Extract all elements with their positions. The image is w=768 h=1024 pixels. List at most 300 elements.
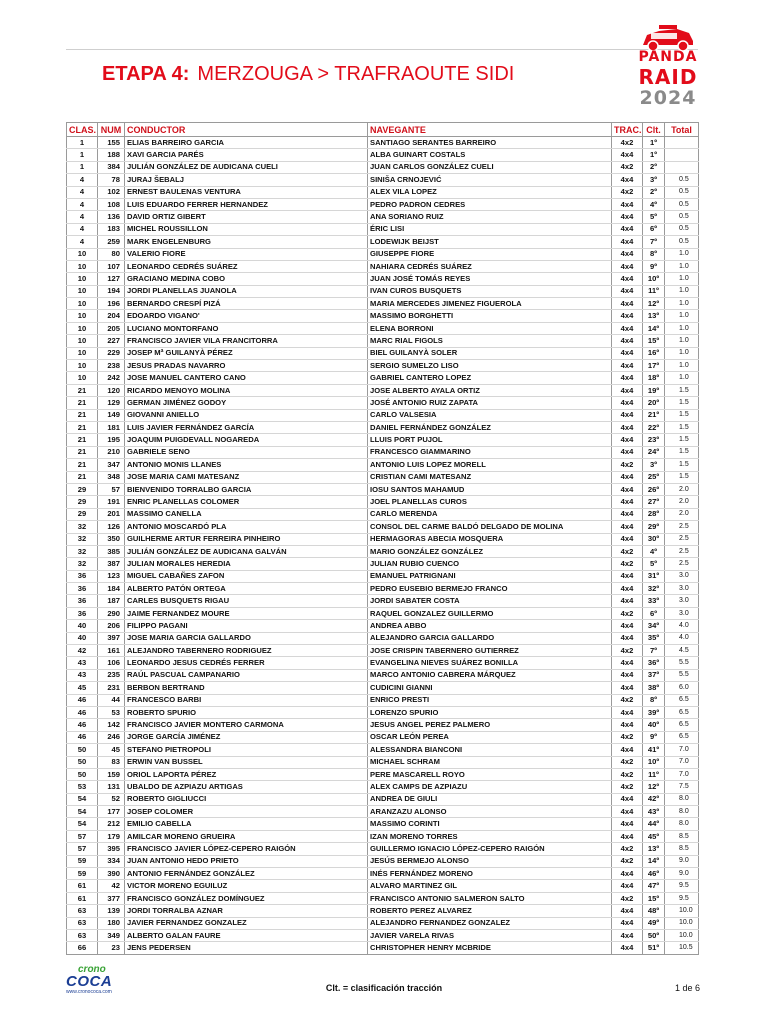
trac-cell: 4x4 <box>612 446 643 458</box>
total-cell: 0.5 <box>665 186 699 198</box>
navegante-cell: MARIO GONZÁLEZ GONZÁLEZ <box>368 545 612 557</box>
num-cell: 126 <box>98 521 125 533</box>
num-cell: 136 <box>98 211 125 223</box>
trac-cell: 4x4 <box>612 335 643 347</box>
clas-cell: 32 <box>67 558 98 570</box>
clas-cell: 10 <box>67 335 98 347</box>
trac-cell: 4x4 <box>612 682 643 694</box>
table-row <box>67 434 699 446</box>
clas-cell: 21 <box>67 459 98 471</box>
total-cell: 5.5 <box>665 657 699 669</box>
total-cell: 1.0 <box>665 273 699 285</box>
conductor-cell: EDOARDO VIGANO' <box>125 310 368 322</box>
clt-cell: 33º <box>643 595 665 607</box>
clas-cell: 32 <box>67 533 98 545</box>
num-cell: 195 <box>98 434 125 446</box>
clt-cell: 31º <box>643 570 665 582</box>
conductor-cell: JORDI PLANELLAS JUANOLA <box>125 285 368 297</box>
trac-cell: 4x2 <box>612 768 643 780</box>
conductor-cell: VICTOR MORENO EGUILUZ <box>125 880 368 892</box>
table-row <box>67 347 699 359</box>
navegante-cell: ENRICO PRESTI <box>368 694 612 706</box>
clas-cell: 53 <box>67 781 98 793</box>
navegante-cell: GIUSEPPE FIORE <box>368 248 612 260</box>
navegante-cell: EVANGELINA NIEVES SUÁREZ BONILLA <box>368 657 612 669</box>
conductor-cell: JOSEP COLOMER <box>125 806 368 818</box>
num-cell: 123 <box>98 570 125 582</box>
num-cell: 161 <box>98 645 125 657</box>
table-row <box>67 223 699 235</box>
clas-cell: 4 <box>67 174 98 186</box>
clt-cell: 6º <box>643 607 665 619</box>
trac-cell: 4x2 <box>612 607 643 619</box>
total-cell <box>665 161 699 173</box>
clt-cell: 29º <box>643 521 665 533</box>
num-cell: 191 <box>98 496 125 508</box>
navegante-cell: CRISTIAN CAMI MATESANZ <box>368 471 612 483</box>
clt-cell: 37º <box>643 669 665 681</box>
total-cell: 6.5 <box>665 719 699 731</box>
table-row <box>67 496 699 508</box>
clt-cell: 34º <box>643 620 665 632</box>
navegante-cell: SANTIAGO SERANTES BARREIRO <box>368 137 612 149</box>
trac-cell: 4x4 <box>612 260 643 272</box>
table-row <box>67 855 699 867</box>
clt-cell: 50º <box>643 930 665 942</box>
num-cell: 142 <box>98 719 125 731</box>
total-cell: 3.0 <box>665 583 699 595</box>
conductor-cell: MASSIMO CANELLA <box>125 508 368 520</box>
trac-cell: 4x4 <box>612 942 643 954</box>
navegante-cell: MICHAEL SCHRAM <box>368 756 612 768</box>
total-cell: 9.5 <box>665 892 699 904</box>
num-cell: 139 <box>98 905 125 917</box>
trac-cell: 4x4 <box>612 521 643 533</box>
table-row <box>67 198 699 210</box>
conductor-cell: BIENVENIDO TORRALBO GARCIA <box>125 483 368 495</box>
navegante-cell: PEDRO EUSEBIO BERMEJO FRANCO <box>368 583 612 595</box>
conductor-cell: GIOVANNI ANIELLO <box>125 409 368 421</box>
total-cell: 2.5 <box>665 533 699 545</box>
num-cell: 205 <box>98 322 125 334</box>
col-header-num: NUM <box>98 123 125 137</box>
table-row <box>67 397 699 409</box>
navegante-cell: ALEJANDRO FERNANDEZ GONZALEZ <box>368 917 612 929</box>
num-cell: 385 <box>98 545 125 557</box>
stage-label: ETAPA 4: <box>102 63 190 85</box>
trac-cell: 4x4 <box>612 880 643 892</box>
total-cell: 9.0 <box>665 868 699 880</box>
num-cell: 348 <box>98 471 125 483</box>
conductor-cell: JOSE MARIA CAMI MATESANZ <box>125 471 368 483</box>
navegante-cell: ELENA BORRONI <box>368 322 612 334</box>
table-row <box>67 322 699 334</box>
clas-cell: 61 <box>67 892 98 904</box>
total-cell: 3.0 <box>665 595 699 607</box>
num-cell: 23 <box>98 942 125 954</box>
logo-web-text: www.cronococa.com <box>66 989 112 995</box>
clas-cell: 63 <box>67 930 98 942</box>
trac-cell: 4x2 <box>612 558 643 570</box>
num-cell: 235 <box>98 669 125 681</box>
navegante-cell: ALBA GUINART COSTALS <box>368 149 612 161</box>
navegante-cell: HERMAGORAS ABECIA MOSQUERA <box>368 533 612 545</box>
clas-cell: 10 <box>67 360 98 372</box>
clas-cell: 10 <box>67 322 98 334</box>
total-cell: 1.5 <box>665 434 699 446</box>
clt-cell: 24º <box>643 446 665 458</box>
clt-cell: 4º <box>643 545 665 557</box>
total-cell: 1.0 <box>665 310 699 322</box>
navegante-cell: JOSE ALBERTO AYALA ORTIZ <box>368 384 612 396</box>
trac-cell: 4x4 <box>612 273 643 285</box>
num-cell: 127 <box>98 273 125 285</box>
navegante-cell: ANDREA DE GIULI <box>368 793 612 805</box>
navegante-cell: SINIŠA CRNOJEVIĆ <box>368 174 612 186</box>
trac-cell: 4x4 <box>612 434 643 446</box>
table-row <box>67 632 699 644</box>
trac-cell: 4x4 <box>612 211 643 223</box>
conductor-cell: BERBON BERTRAND <box>125 682 368 694</box>
num-cell: 384 <box>98 161 125 173</box>
conductor-cell: VALERIO FIORE <box>125 248 368 260</box>
navegante-cell: CHRISTOPHER HENRY MCBRIDE <box>368 942 612 954</box>
clt-cell: 44º <box>643 818 665 830</box>
trac-cell: 4x4 <box>612 570 643 582</box>
total-cell: 2.5 <box>665 545 699 557</box>
navegante-cell: ALESSANDRA BIANCONI <box>368 744 612 756</box>
table-row <box>67 669 699 681</box>
trac-cell: 4x4 <box>612 917 643 929</box>
total-cell: 1.0 <box>665 335 699 347</box>
clas-cell: 54 <box>67 806 98 818</box>
clas-cell: 10 <box>67 273 98 285</box>
total-cell: 1.0 <box>665 248 699 260</box>
table-row <box>67 830 699 842</box>
trac-cell: 4x4 <box>612 409 643 421</box>
num-cell: 179 <box>98 830 125 842</box>
num-cell: 180 <box>98 917 125 929</box>
navegante-cell: OSCAR LEÓN PEREA <box>368 731 612 743</box>
table-row <box>67 421 699 433</box>
clt-cell: 12º <box>643 298 665 310</box>
clas-cell: 1 <box>67 149 98 161</box>
clas-cell: 40 <box>67 632 98 644</box>
table-row <box>67 533 699 545</box>
trac-cell: 4x2 <box>612 186 643 198</box>
clt-cell: 49º <box>643 917 665 929</box>
total-cell <box>665 137 699 149</box>
num-cell: 120 <box>98 384 125 396</box>
conductor-cell: GERMAN JIMÉNEZ GODOY <box>125 397 368 409</box>
navegante-cell: INÉS FERNÁNDEZ MORENO <box>368 868 612 880</box>
trac-cell: 4x4 <box>612 595 643 607</box>
num-cell: 290 <box>98 607 125 619</box>
conductor-cell: JOSE MARIA GARCIA GALLARDO <box>125 632 368 644</box>
num-cell: 390 <box>98 868 125 880</box>
conductor-cell: GUILHERME ARTUR FERREIRA PINHEIRO <box>125 533 368 545</box>
table-row <box>67 930 699 942</box>
table-header-row <box>67 123 699 137</box>
conductor-cell: ROBERTO GIGLIUCCI <box>125 793 368 805</box>
table-row <box>67 298 699 310</box>
clas-cell: 43 <box>67 657 98 669</box>
table-row <box>67 756 699 768</box>
navegante-cell: PEDRO PADRON CEDRES <box>368 198 612 210</box>
num-cell: 52 <box>98 793 125 805</box>
clas-cell: 36 <box>67 583 98 595</box>
trac-cell: 4x4 <box>612 471 643 483</box>
total-cell: 7.0 <box>665 756 699 768</box>
trac-cell: 4x4 <box>612 285 643 297</box>
conductor-cell: FILIPPO PAGANI <box>125 620 368 632</box>
navegante-cell: EMANUEL PATRIGNANI <box>368 570 612 582</box>
total-cell: 0.5 <box>665 223 699 235</box>
clt-cell: 18º <box>643 372 665 384</box>
trac-cell: 4x4 <box>612 657 643 669</box>
clas-cell: 10 <box>67 285 98 297</box>
total-cell: 1.5 <box>665 471 699 483</box>
num-cell: 181 <box>98 421 125 433</box>
num-cell: 44 <box>98 694 125 706</box>
total-cell: 0.5 <box>665 236 699 248</box>
clas-cell: 46 <box>67 731 98 743</box>
clt-cell: 6º <box>643 223 665 235</box>
navegante-cell: JAVIER VARELA RIVAS <box>368 930 612 942</box>
clt-cell: 15º <box>643 892 665 904</box>
clt-cell: 12º <box>643 781 665 793</box>
total-cell: 4.0 <box>665 620 699 632</box>
conductor-cell: FRANCISCO JAVIER VILA FRANCITORRA <box>125 335 368 347</box>
table-row <box>67 781 699 793</box>
clt-cell: 38º <box>643 682 665 694</box>
conductor-cell: AMILCAR MORENO GRUEIRA <box>125 830 368 842</box>
num-cell: 387 <box>98 558 125 570</box>
navegante-cell: CUDICINI GIANNI <box>368 682 612 694</box>
conductor-cell: LUIS EDUARDO FERRER HERNANDEZ <box>125 198 368 210</box>
trac-cell: 4x4 <box>612 793 643 805</box>
clt-cell: 30º <box>643 533 665 545</box>
num-cell: 187 <box>98 595 125 607</box>
table-row <box>67 793 699 805</box>
clas-cell: 54 <box>67 818 98 830</box>
clt-cell: 15º <box>643 335 665 347</box>
conductor-cell: ERNEST BAULENAS VENTURA <box>125 186 368 198</box>
navegante-cell: ALEX CAMPS DE AZPIAZU <box>368 781 612 793</box>
trac-cell: 4x4 <box>612 149 643 161</box>
top-rule <box>66 49 698 50</box>
clas-cell: 4 <box>67 186 98 198</box>
navegante-cell: JESUS ANGEL PEREZ PALMERO <box>368 719 612 731</box>
total-cell: 0.5 <box>665 174 699 186</box>
num-cell: 212 <box>98 818 125 830</box>
conductor-cell: JULIÁN GONZÁLEZ DE AUDICANA GALVÁN <box>125 545 368 557</box>
clas-cell: 10 <box>67 260 98 272</box>
conductor-cell: JAIME FERNANDEZ MOURE <box>125 607 368 619</box>
trac-cell: 4x4 <box>612 236 643 248</box>
conductor-cell: ANTONIO MONIS LLANES <box>125 459 368 471</box>
trac-cell: 4x2 <box>612 459 643 471</box>
trac-cell: 4x4 <box>612 174 643 186</box>
clas-cell: 4 <box>67 223 98 235</box>
navegante-cell: CARLO MERENDA <box>368 508 612 520</box>
navegante-cell: IZAN MORENO TORRES <box>368 830 612 842</box>
conductor-cell: ORIOL LAPORTA PÉREZ <box>125 768 368 780</box>
clas-cell: 50 <box>67 756 98 768</box>
table-row <box>67 186 699 198</box>
num-cell: 129 <box>98 397 125 409</box>
num-cell: 210 <box>98 446 125 458</box>
navegante-cell: DANIEL FERNÁNDEZ GONZÁLEZ <box>368 421 612 433</box>
num-cell: 45 <box>98 744 125 756</box>
total-cell: 6.5 <box>665 731 699 743</box>
navegante-cell: BIEL GUILANYÀ SOLER <box>368 347 612 359</box>
table-row <box>67 174 699 186</box>
conductor-cell: JESUS PRADAS NAVARRO <box>125 360 368 372</box>
logo-coca-text: COCA <box>66 973 113 990</box>
table-row <box>67 880 699 892</box>
navegante-cell: ROBERTO PEREZ ALVAREZ <box>368 905 612 917</box>
clt-cell: 9º <box>643 731 665 743</box>
navegante-cell: RAQUEL GONZALEZ GUILLERMO <box>368 607 612 619</box>
clas-cell: 10 <box>67 310 98 322</box>
clt-cell: 14º <box>643 855 665 867</box>
col-header-conductor: CONDUCTOR <box>125 123 368 137</box>
clas-cell: 46 <box>67 694 98 706</box>
conductor-cell: BERNARDO CRESPÍ PIZÁ <box>125 298 368 310</box>
clas-cell: 54 <box>67 793 98 805</box>
conductor-cell: JOSEP Mª GUILANYÀ PÉREZ <box>125 347 368 359</box>
clt-cell: 28º <box>643 508 665 520</box>
num-cell: 102 <box>98 186 125 198</box>
trac-cell: 4x4 <box>612 706 643 718</box>
trac-cell: 4x4 <box>612 583 643 595</box>
clas-cell: 59 <box>67 868 98 880</box>
clt-cell: 3º <box>643 459 665 471</box>
num-cell: 184 <box>98 583 125 595</box>
clas-cell: 10 <box>67 372 98 384</box>
clas-cell: 57 <box>67 843 98 855</box>
clas-cell: 21 <box>67 471 98 483</box>
trac-cell: 4x4 <box>612 830 643 842</box>
navegante-cell: MASSIMO CORINTI <box>368 818 612 830</box>
clt-cell: 41º <box>643 744 665 756</box>
total-cell: 9.5 <box>665 880 699 892</box>
trac-cell: 4x4 <box>612 930 643 942</box>
total-cell: 1.5 <box>665 384 699 396</box>
num-cell: 259 <box>98 236 125 248</box>
navegante-cell: JUAN CARLOS GONZÁLEZ CUELI <box>368 161 612 173</box>
num-cell: 246 <box>98 731 125 743</box>
table-row <box>67 657 699 669</box>
clt-cell: 11º <box>643 285 665 297</box>
clt-cell: 4º <box>643 198 665 210</box>
clas-cell: 29 <box>67 483 98 495</box>
num-cell: 204 <box>98 310 125 322</box>
clas-cell: 1 <box>67 137 98 149</box>
conductor-cell: FRANCISCO JAVIER LÓPEZ-CEPERO RAIGÓN <box>125 843 368 855</box>
clas-cell: 45 <box>67 682 98 694</box>
table-row <box>67 806 699 818</box>
table-row <box>67 694 699 706</box>
trac-cell: 4x4 <box>612 360 643 372</box>
table-row <box>67 310 699 322</box>
total-cell: 7.0 <box>665 744 699 756</box>
table-row <box>67 335 699 347</box>
total-cell: 8.0 <box>665 818 699 830</box>
navegante-cell: MARCO ANTONIO CABRERA MÁRQUEZ <box>368 669 612 681</box>
table-row <box>67 917 699 929</box>
conductor-cell: JOSE MANUEL CANTERO CANO <box>125 372 368 384</box>
total-cell: 1.0 <box>665 285 699 297</box>
total-cell: 6.5 <box>665 694 699 706</box>
trac-cell: 4x4 <box>612 483 643 495</box>
table-row <box>67 570 699 582</box>
num-cell: 334 <box>98 855 125 867</box>
conductor-cell: ELIAS BARREIRO GARCIA <box>125 137 368 149</box>
clt-cell: 8º <box>643 694 665 706</box>
trac-cell: 4x4 <box>612 310 643 322</box>
navegante-cell: JULIAN RUBIO CUENCO <box>368 558 612 570</box>
conductor-cell: ALBERTO PATÓN ORTEGA <box>125 583 368 595</box>
total-cell: 10.0 <box>665 930 699 942</box>
num-cell: 350 <box>98 533 125 545</box>
table-row <box>67 459 699 471</box>
num-cell: 177 <box>98 806 125 818</box>
clt-cell: 17º <box>643 360 665 372</box>
total-cell: 2.5 <box>665 558 699 570</box>
table-row <box>67 818 699 830</box>
clas-cell: 10 <box>67 298 98 310</box>
conductor-cell: GABRIELE SENO <box>125 446 368 458</box>
navegante-cell: FRANCISCO ANTONIO SALMERON SALTO <box>368 892 612 904</box>
trac-cell: 4x4 <box>612 533 643 545</box>
conductor-cell: MARK ENGELENBURG <box>125 236 368 248</box>
table-row <box>67 744 699 756</box>
trac-cell: 4x4 <box>612 248 643 260</box>
clas-cell: 42 <box>67 645 98 657</box>
clas-cell: 1 <box>67 161 98 173</box>
clt-cell: 43º <box>643 806 665 818</box>
total-cell: 1.5 <box>665 446 699 458</box>
total-cell: 1.5 <box>665 397 699 409</box>
navegante-cell: ÉRIC LISI <box>368 223 612 235</box>
total-cell: 1.0 <box>665 298 699 310</box>
num-cell: 242 <box>98 372 125 384</box>
navegante-cell: JORDI SABATER COSTA <box>368 595 612 607</box>
total-cell: 5.5 <box>665 669 699 681</box>
clt-cell: 36º <box>643 657 665 669</box>
logo-line-1: PANDA <box>638 49 698 65</box>
trac-cell: 4x2 <box>612 892 643 904</box>
conductor-cell: ALEJANDRO TABERNERO RODRIGUEZ <box>125 645 368 657</box>
table-row <box>67 682 699 694</box>
navegante-cell: GABRIEL CANTERO LOPEZ <box>368 372 612 384</box>
conductor-cell: FRANCESCO BARBI <box>125 694 368 706</box>
trac-cell: 4x2 <box>612 855 643 867</box>
page-number: 1 de 6 <box>674 983 700 993</box>
trac-cell: 4x4 <box>612 669 643 681</box>
table-row <box>67 384 699 396</box>
clt-cell: 8º <box>643 248 665 260</box>
table-row <box>67 360 699 372</box>
num-cell: 349 <box>98 930 125 942</box>
trac-cell: 4x4 <box>612 223 643 235</box>
trac-cell: 4x2 <box>612 161 643 173</box>
navegante-cell: CONSOL DEL CARME BALDÓ DELGADO DE MOLINA <box>368 521 612 533</box>
logo-line-3: 2024 <box>639 87 697 109</box>
clt-cell: 48º <box>643 905 665 917</box>
